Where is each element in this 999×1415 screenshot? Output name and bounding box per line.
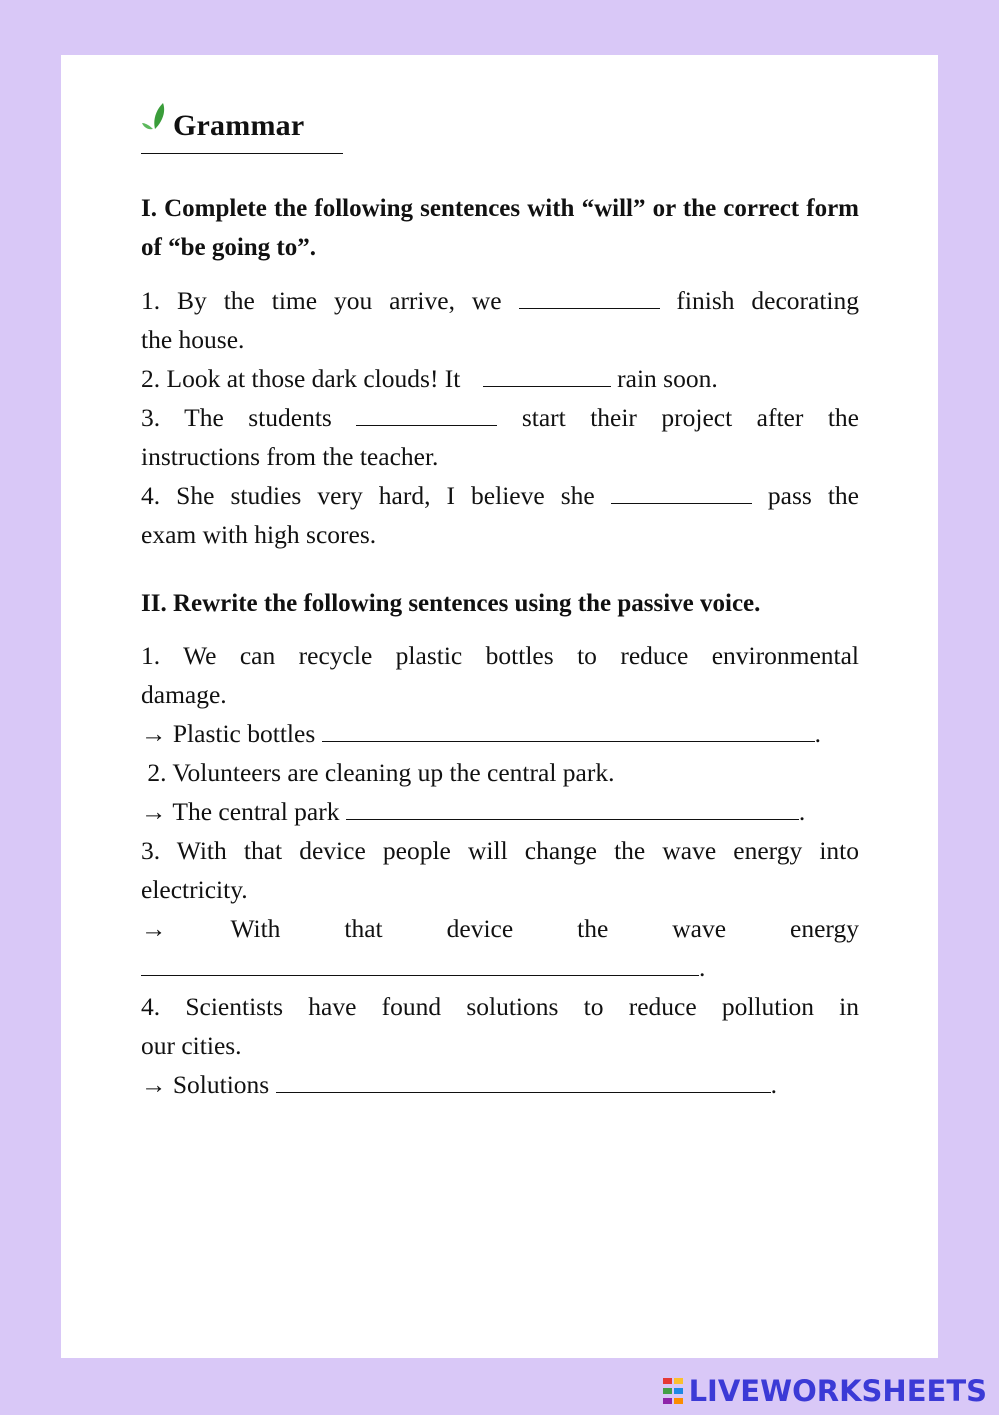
s1-item-1 [141, 281, 859, 320]
s2-item-4-question-cont: our cities. [141, 1031, 242, 1060]
s1-item-1-text-end: finish decorating [676, 286, 860, 315]
s2-item-1-blank[interactable] [322, 740, 815, 742]
s2-item-4-period: . [770, 1070, 777, 1099]
s2-item-1-question-cont: damage. [141, 680, 227, 709]
s2-item-3-answer [141, 909, 859, 948]
s2-item-3-word: wave [672, 914, 727, 943]
s2-item-1-question: 1. We can recycle plastic bottles to reduce environmental [141, 641, 859, 670]
s2-item-3-question-cont: electricity. [141, 875, 248, 904]
liveworksheets-logo[interactable] [663, 1374, 987, 1408]
brand-name: LIVEWORKSHEETS [688, 1374, 987, 1408]
s1-item-3-text-start: 3. The students [141, 403, 332, 432]
s2-item-4-question: 4. Scientists have found solutions to reduce pollution in [141, 992, 859, 1021]
s1-item-1-text-start: 1. By the time you arrive, we [141, 286, 502, 315]
arrow-icon: → [141, 914, 167, 943]
s2-item-2-blank[interactable] [346, 818, 799, 820]
s2-item-3-word: the [577, 914, 609, 943]
s1-item-4 [141, 476, 859, 515]
s1-item-3-cont: instructions from the teacher. [141, 442, 439, 471]
leaf-icon [141, 99, 171, 133]
s2-item-2-answer-start: → The central park [141, 797, 340, 826]
s2-item-3-question: 3. With that device people will change the wave energy into [141, 836, 859, 865]
s1-item-3 [141, 398, 859, 437]
s1-item-4-blank[interactable] [611, 502, 752, 504]
s2-item-3-blank[interactable] [141, 974, 699, 976]
s1-item-2 [141, 359, 859, 398]
s2-item-3-answer-cont [141, 948, 859, 987]
s2-item-3-word: With [230, 914, 281, 943]
section-1-title: I. Complete the following sentences with “will” or the correct form of “be going to”. [141, 195, 859, 261]
s1-item-1-blank[interactable] [519, 307, 660, 309]
s2-item-4-answer-start: → Solutions [141, 1070, 270, 1099]
s2-item-2-period: . [798, 797, 806, 826]
s2-item-3-word: device [446, 914, 514, 943]
worksheet-page [61, 55, 938, 1358]
s1-item-4-text-start: 4. She studies very hard, I believe she [141, 481, 595, 510]
s2-item-3-word: that [344, 914, 383, 943]
s2-item-4-answer [141, 1065, 859, 1104]
s2-item-1-answer [141, 714, 859, 753]
s1-item-2-text-start: 2. Look at those dark clouds! It [141, 364, 461, 393]
s1-item-3-blank[interactable] [356, 424, 497, 426]
s2-item-2-answer [141, 792, 859, 831]
s2-item-4-blank[interactable] [276, 1091, 771, 1093]
section-2-title: II. Rewrite the following sentences using the passive voice. [141, 590, 761, 617]
page-title: Grammar [173, 109, 305, 142]
s2-item-2-question: 2. Volunteers are cleaning up the central park. [141, 758, 615, 787]
s2-item-1-answer-start: → Plastic bottles [141, 719, 316, 748]
s1-item-2-text-end: rain soon. [617, 364, 718, 393]
s1-item-3-text-end: start their project after the [521, 403, 859, 432]
s1-item-4-text-end: pass the [767, 481, 860, 510]
s1-item-4-cont: exam with high scores. [141, 520, 377, 549]
s1-item-1-cont: the house. [141, 325, 245, 354]
s2-item-3-period: . [699, 953, 706, 982]
grammar-heading-block [141, 97, 343, 154]
s1-item-2-blank[interactable] [483, 385, 611, 387]
logo-grid-icon [663, 1378, 685, 1404]
s2-item-3-word: energy [790, 914, 859, 943]
s2-item-1-period: . [814, 719, 821, 748]
